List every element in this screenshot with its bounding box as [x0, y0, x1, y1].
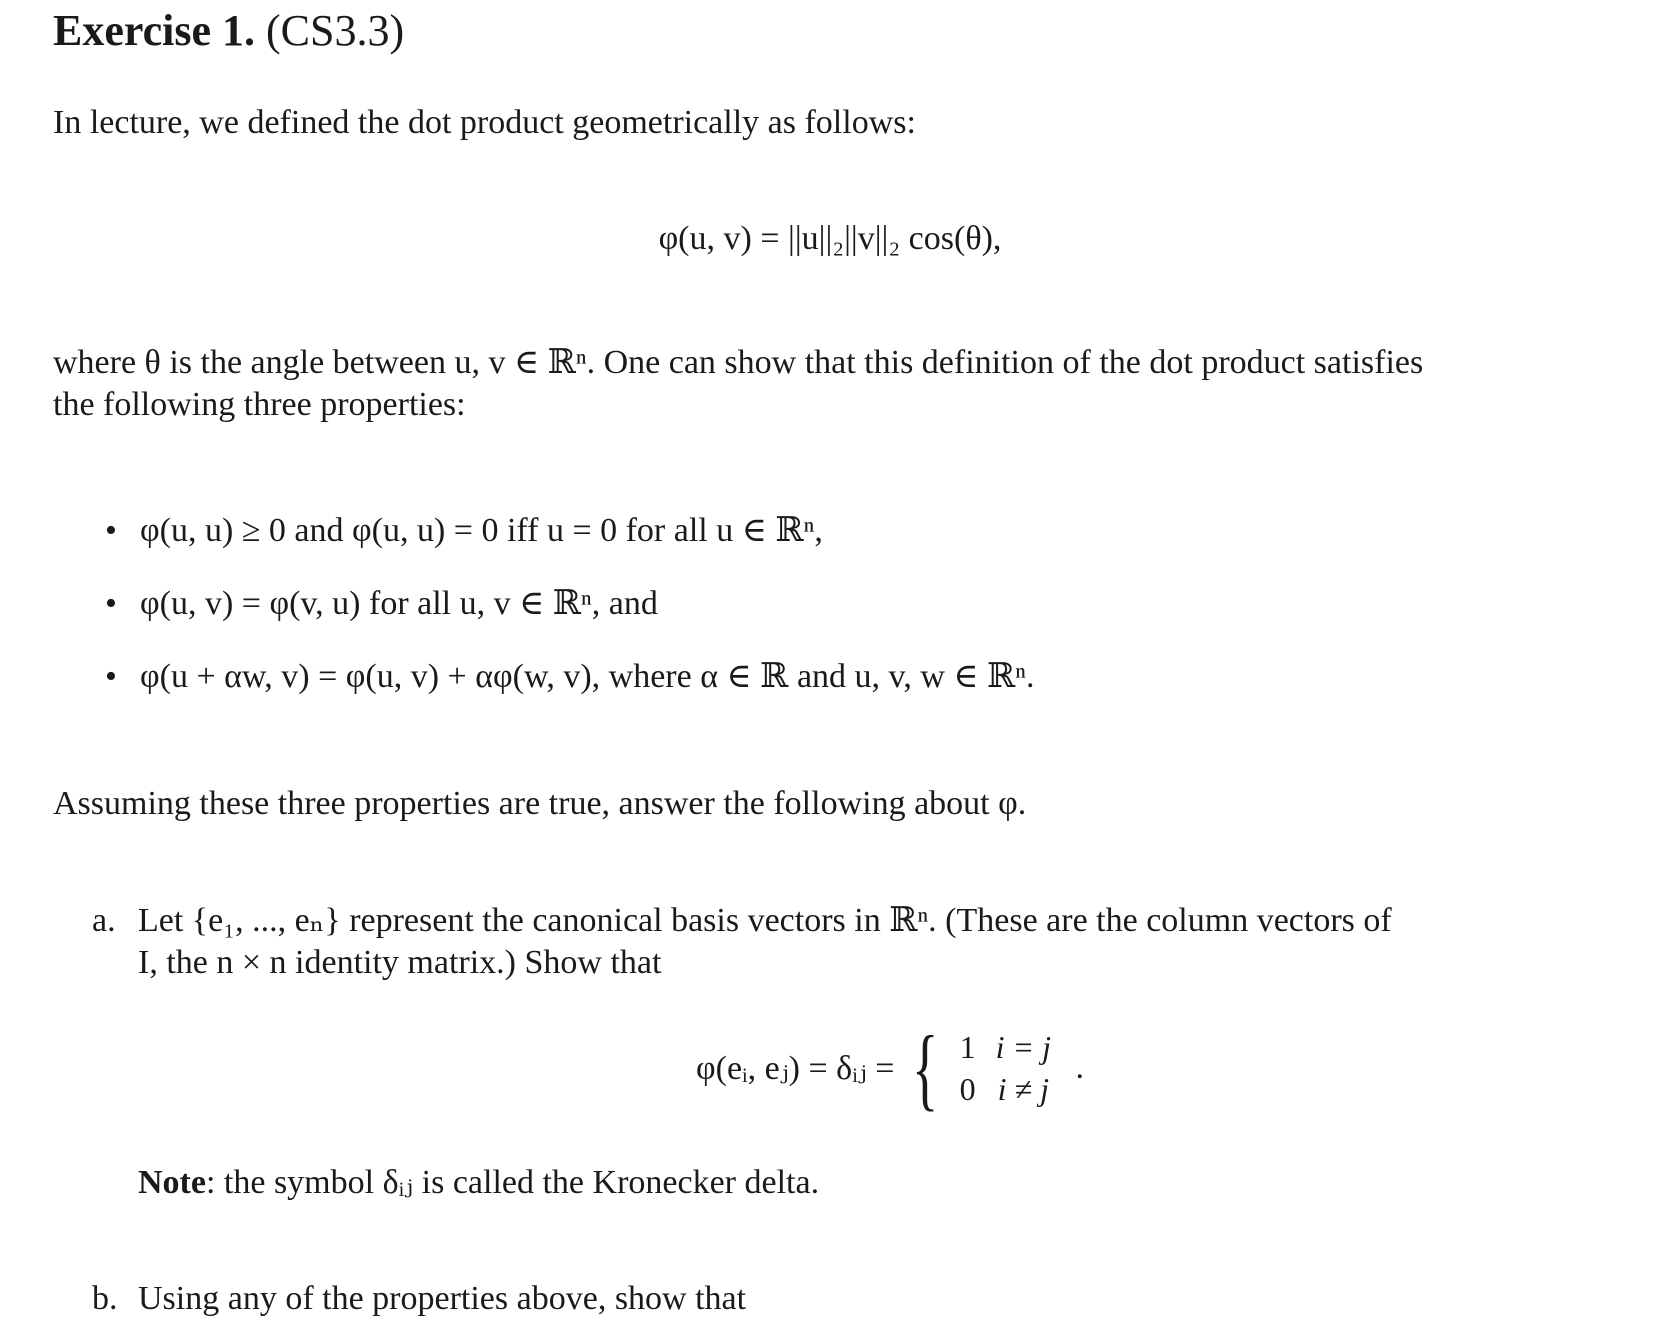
list-item	[95, 510, 1035, 583]
part-a-label: a.	[92, 902, 116, 939]
part-b-text: Using any of the properties above, show that	[138, 1280, 747, 1317]
left-brace-icon: {	[911, 1017, 939, 1119]
case-condition: i = j	[995, 1029, 1051, 1065]
definition-formula	[0, 220, 1660, 258]
part-b	[92, 1278, 1600, 1320]
exercise-title	[53, 4, 1600, 58]
exercise-number: 1.	[222, 6, 256, 55]
cases-table	[956, 1026, 1067, 1110]
list-item	[95, 656, 1035, 729]
property-1: φ(u, u) ≥ 0 and φ(u, u) = 0 iff u = 0 for all u ∈ ℝⁿ,	[140, 512, 823, 549]
kronecker-formula	[120, 1017, 1660, 1119]
intro-paragraph: In lecture, we defined the dot product geometrically as follows:	[53, 104, 916, 141]
part-a	[92, 900, 1600, 984]
property-3: φ(u + αw, v) = φ(u, v) + αφ(w, v), where α ∈ ℝ and u, v, w ∈ ℝⁿ.	[140, 658, 1035, 695]
bullet-icon: •	[105, 512, 117, 549]
table-row	[956, 1068, 1067, 1110]
kronecker-lhs: φ(eᵢ, eⱼ) = δᵢⱼ =	[696, 1050, 895, 1087]
note-label: Note	[138, 1164, 206, 1201]
after-definition-paragraph	[53, 342, 1600, 426]
table-row	[956, 1026, 1067, 1068]
part-b-label: b.	[92, 1280, 118, 1317]
case-value: 0	[959, 1071, 976, 1107]
definition-lhs: φ(u, v)	[658, 220, 752, 257]
bullet-icon: •	[105, 658, 117, 695]
definition-rhs: = ||u||₂||v||₂ cos(θ),	[760, 220, 1002, 257]
exercise-word: Exercise	[53, 6, 212, 55]
after-definition-line-1: where θ is the angle between u, v ∈ ℝⁿ. One can show that this definition of the dot product satisfies	[53, 344, 1424, 381]
property-2: φ(u, v) = φ(v, u) for all u, v ∈ ℝⁿ, and	[140, 585, 658, 622]
assumption-paragraph: Assuming these three properties are true, answer the following about φ.	[53, 785, 1027, 822]
bullet-icon: •	[105, 585, 117, 622]
exercise-tag: (CS3.3)	[266, 6, 405, 55]
case-condition: i ≠ j	[997, 1071, 1049, 1107]
list-item	[95, 583, 1035, 656]
part-a-line-2: I, the n × n identity matrix.) Show that	[138, 944, 662, 981]
case-value: 1	[959, 1029, 976, 1065]
part-a-line-1: Let {e₁, ..., eₙ} represent the canonical basis vectors in ℝⁿ. (These are the column vectors of	[138, 902, 1392, 939]
note-text: : the symbol δᵢⱼ is called the Kronecker delta.	[205, 1164, 820, 1201]
note-paragraph	[92, 1162, 1600, 1204]
after-definition-line-2: the following three properties:	[53, 386, 466, 423]
properties-list	[95, 510, 1035, 729]
kronecker-end: .	[1075, 1049, 1084, 1086]
